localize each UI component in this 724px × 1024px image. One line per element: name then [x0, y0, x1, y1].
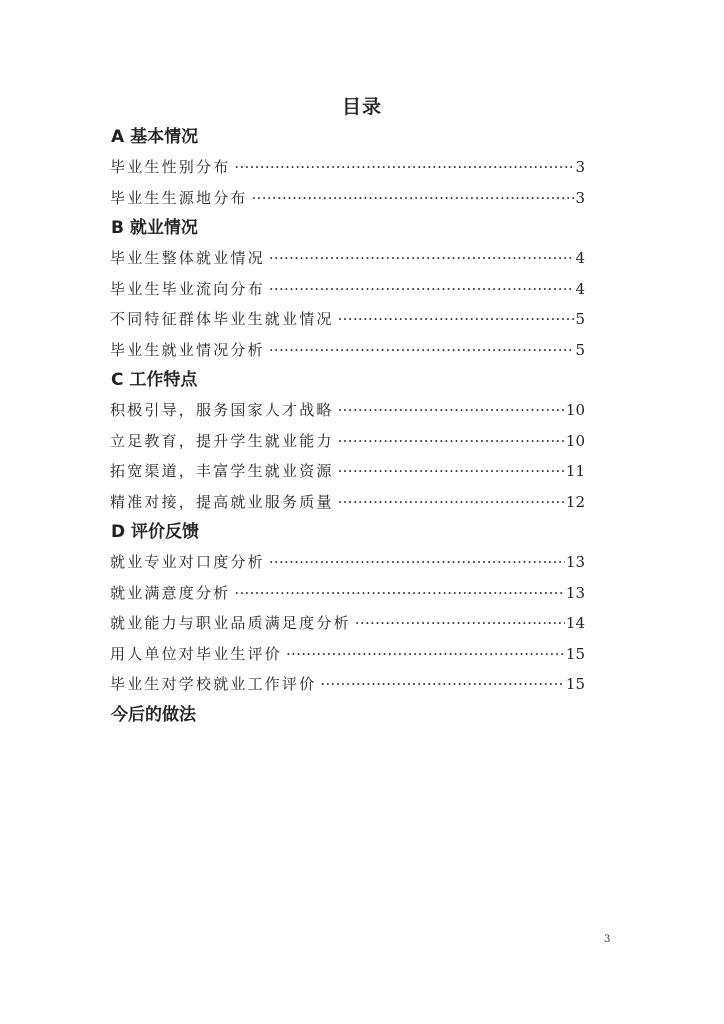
toc-entry[interactable] — [110, 152, 585, 183]
toc-entry-label: 精准对接，提高就业服务质量 — [110, 492, 334, 511]
toc-entry[interactable] — [110, 669, 585, 700]
toc-entry[interactable] — [110, 243, 585, 274]
toc-entry-page: 15 — [565, 644, 585, 663]
section-heading-future: 今后的做法 — [111, 704, 196, 725]
toc-entry-label: 就业满意度分析 — [110, 583, 231, 602]
toc-entry[interactable] — [110, 578, 585, 609]
toc-entry[interactable] — [110, 487, 585, 518]
dot-leader — [234, 152, 574, 183]
page-number: 3 — [604, 934, 611, 945]
toc-entry[interactable] — [110, 274, 585, 305]
dot-leader — [252, 183, 575, 214]
toc-entry-label: 毕业生毕业流向分布 — [110, 279, 265, 298]
toc-entry-label: 就业专业对口度分析 — [110, 553, 265, 571]
toc-entry-label: 毕业生就业情况分析 — [110, 340, 265, 359]
dot-leader — [320, 669, 565, 700]
toc-entry[interactable] — [110, 395, 585, 426]
toc-entry[interactable] — [110, 426, 585, 457]
dot-leader — [338, 304, 575, 335]
dot-leader — [234, 578, 565, 609]
section-heading-a: A 基本情况 — [111, 127, 199, 147]
toc-entry-label: 用人单位对毕业生评价 — [110, 644, 283, 663]
toc-entry-page: 11 — [565, 462, 585, 480]
dot-leader — [286, 639, 565, 670]
toc-entry[interactable] — [110, 183, 585, 214]
toc-entry[interactable] — [110, 547, 585, 578]
dot-leader — [338, 395, 565, 426]
toc-entry-page: 3 — [575, 158, 585, 176]
toc-entry-label: 就业能力与职业品质满足度分析 — [110, 614, 351, 632]
section-heading-b: B 就业情况 — [111, 218, 198, 238]
toc-entry-label: 毕业生性别分布 — [110, 158, 231, 176]
toc-entry-page: 4 — [575, 249, 585, 267]
toc-entry-label: 立足教育，提升学生就业能力 — [110, 431, 334, 450]
dot-leader — [338, 487, 565, 518]
section-heading-c: C 工作特点 — [111, 370, 198, 390]
dot-leader — [338, 456, 565, 487]
toc-entry-page: 5 — [575, 310, 585, 328]
toc-entry[interactable] — [110, 335, 585, 366]
toc-entry-page: 13 — [565, 553, 585, 571]
dot-leader — [269, 243, 575, 274]
toc-entry[interactable] — [110, 304, 585, 335]
toc-entry-label: 毕业生生源地分布 — [110, 188, 248, 207]
toc-entry-label: 拓宽渠道，丰富学生就业资源 — [110, 462, 334, 480]
dot-leader — [269, 547, 565, 578]
toc-entry-page: 13 — [565, 583, 585, 602]
toc-entry-page: 10 — [565, 401, 585, 419]
dot-leader — [338, 426, 565, 457]
toc-entry[interactable] — [110, 456, 585, 487]
toc-entry-label: 积极引导，服务国家人才战略 — [110, 401, 334, 419]
toc-entry-page: 14 — [565, 614, 585, 632]
dot-leader — [355, 608, 565, 639]
toc-entry[interactable] — [110, 608, 585, 639]
toc-entry-page: 3 — [575, 188, 585, 207]
toc-entry-label: 不同特征群体毕业生就业情况 — [110, 310, 334, 328]
toc-entry-page: 15 — [565, 675, 585, 693]
toc-entry-page: 5 — [575, 340, 585, 359]
toc-entry-label: 毕业生整体就业情况 — [110, 249, 265, 267]
toc-entry-page: 10 — [565, 431, 585, 450]
toc-title: 目录 — [341, 96, 382, 118]
section-heading-d: D 评价反馈 — [111, 522, 200, 542]
toc-entry[interactable] — [110, 639, 585, 670]
dot-leader — [269, 274, 575, 305]
table-of-contents — [110, 122, 585, 730]
toc-entry-label: 毕业生对学校就业工作评价 — [110, 675, 317, 693]
dot-leader — [269, 335, 575, 366]
toc-entry-page: 4 — [575, 279, 585, 298]
toc-entry-page: 12 — [565, 492, 585, 511]
